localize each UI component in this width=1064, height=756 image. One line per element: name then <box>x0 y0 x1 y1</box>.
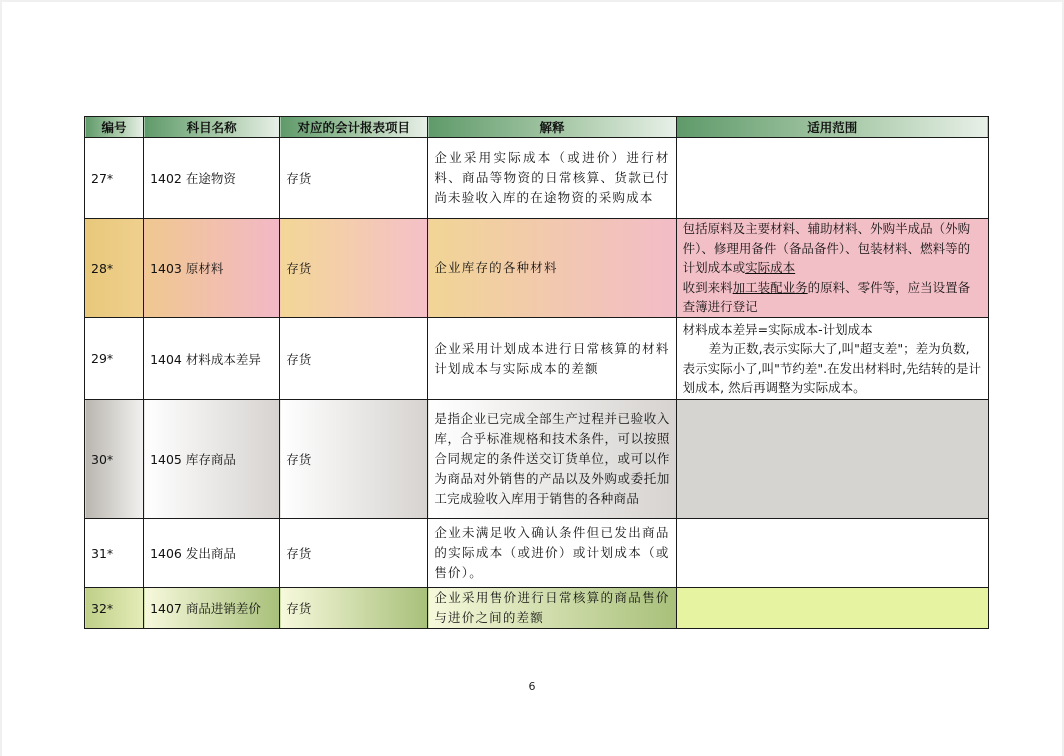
report-item: 存货 <box>280 138 428 219</box>
report-item: 存货 <box>280 400 428 519</box>
account-name: 1403 原材料 <box>144 219 280 318</box>
table-row <box>85 138 989 219</box>
scope-text: 收到来料 <box>682 279 733 295</box>
explanation: 企业采用实际成本（或进价）进行材料、商品等物资的日常核算、货款已付尚未验收入库的在途物资的采购成本 <box>428 138 676 219</box>
row-number: 32* <box>85 588 144 629</box>
page-number: 6 <box>528 680 536 693</box>
explanation: 企业采用售价进行日常核算的商品售价与进价之间的差额 <box>428 588 676 629</box>
row-number: 27* <box>85 138 144 219</box>
row-number: 30* <box>85 400 144 519</box>
scope-text: 包括原料及主要材料、辅助材料、外购半成品（外购件）、修理用备件（备品备件）、包装材料、燃料等的计划成本或 <box>682 221 971 276</box>
table-row <box>85 519 989 588</box>
header-explanation: 解释 <box>428 117 676 138</box>
scope <box>676 588 988 629</box>
header-scope: 适用范围 <box>676 117 988 138</box>
report-item: 存货 <box>280 588 428 629</box>
header-account-name: 科目名称 <box>144 117 280 138</box>
header-number: 编号 <box>85 117 144 138</box>
account-name: 1405 库存商品 <box>144 400 280 519</box>
accounts-table <box>84 116 989 629</box>
account-name: 1402 在途物资 <box>144 138 280 219</box>
scope-text: 的原料、零件等，应当设置备查簿进行登记 <box>682 279 971 315</box>
scope-formula: 材料成本差异=实际成本-计划成本 <box>682 321 873 337</box>
report-item: 存货 <box>280 318 428 400</box>
processing-assembly-link[interactable]: 加工装配业务 <box>732 279 808 295</box>
table-header-row <box>85 117 989 138</box>
report-item: 存货 <box>280 519 428 588</box>
actual-cost-link[interactable]: 实际成本 <box>745 260 796 276</box>
header-report-item: 对应的会计报表项目 <box>280 117 428 138</box>
scope-text: 差为正数,表示实际大了,叫"超支差"；差为负数,表示实际小了,叫"节约差".在发出材料时,先结转的是计划成本, 然后再调整为实际成本。 <box>682 341 982 395</box>
table-row <box>85 588 989 629</box>
scope <box>676 318 988 400</box>
scope <box>676 400 988 519</box>
scope <box>676 138 988 219</box>
table-row <box>85 219 989 318</box>
table-row <box>85 318 989 400</box>
row-number: 31* <box>85 519 144 588</box>
report-item: 存货 <box>280 219 428 318</box>
row-number: 29* <box>85 318 144 400</box>
scope <box>676 519 988 588</box>
table-row <box>85 400 989 519</box>
explanation: 企业未满足收入确认条件但已发出商品的实际成本（或进价）或计划成本（或售价）。 <box>428 519 676 588</box>
account-name: 1406 发出商品 <box>144 519 280 588</box>
scope <box>676 219 988 318</box>
explanation: 企业采用计划成本进行日常核算的材料计划成本与实际成本的差额 <box>428 318 676 400</box>
explanation: 企业库存的各种材料 <box>428 219 676 318</box>
account-name: 1404 材料成本差异 <box>144 318 280 400</box>
account-name: 1407 商品进销差价 <box>144 588 280 629</box>
row-number: 28* <box>85 219 144 318</box>
explanation: 是指企业已完成全部生产过程并已验收入库，合乎标准规格和技术条件，可以按照合同规定的条件送交订货单位，或可以作为商品对外销售的产品以及外购或委托加工完成验收入库用于销售的各种商品 <box>428 400 676 519</box>
